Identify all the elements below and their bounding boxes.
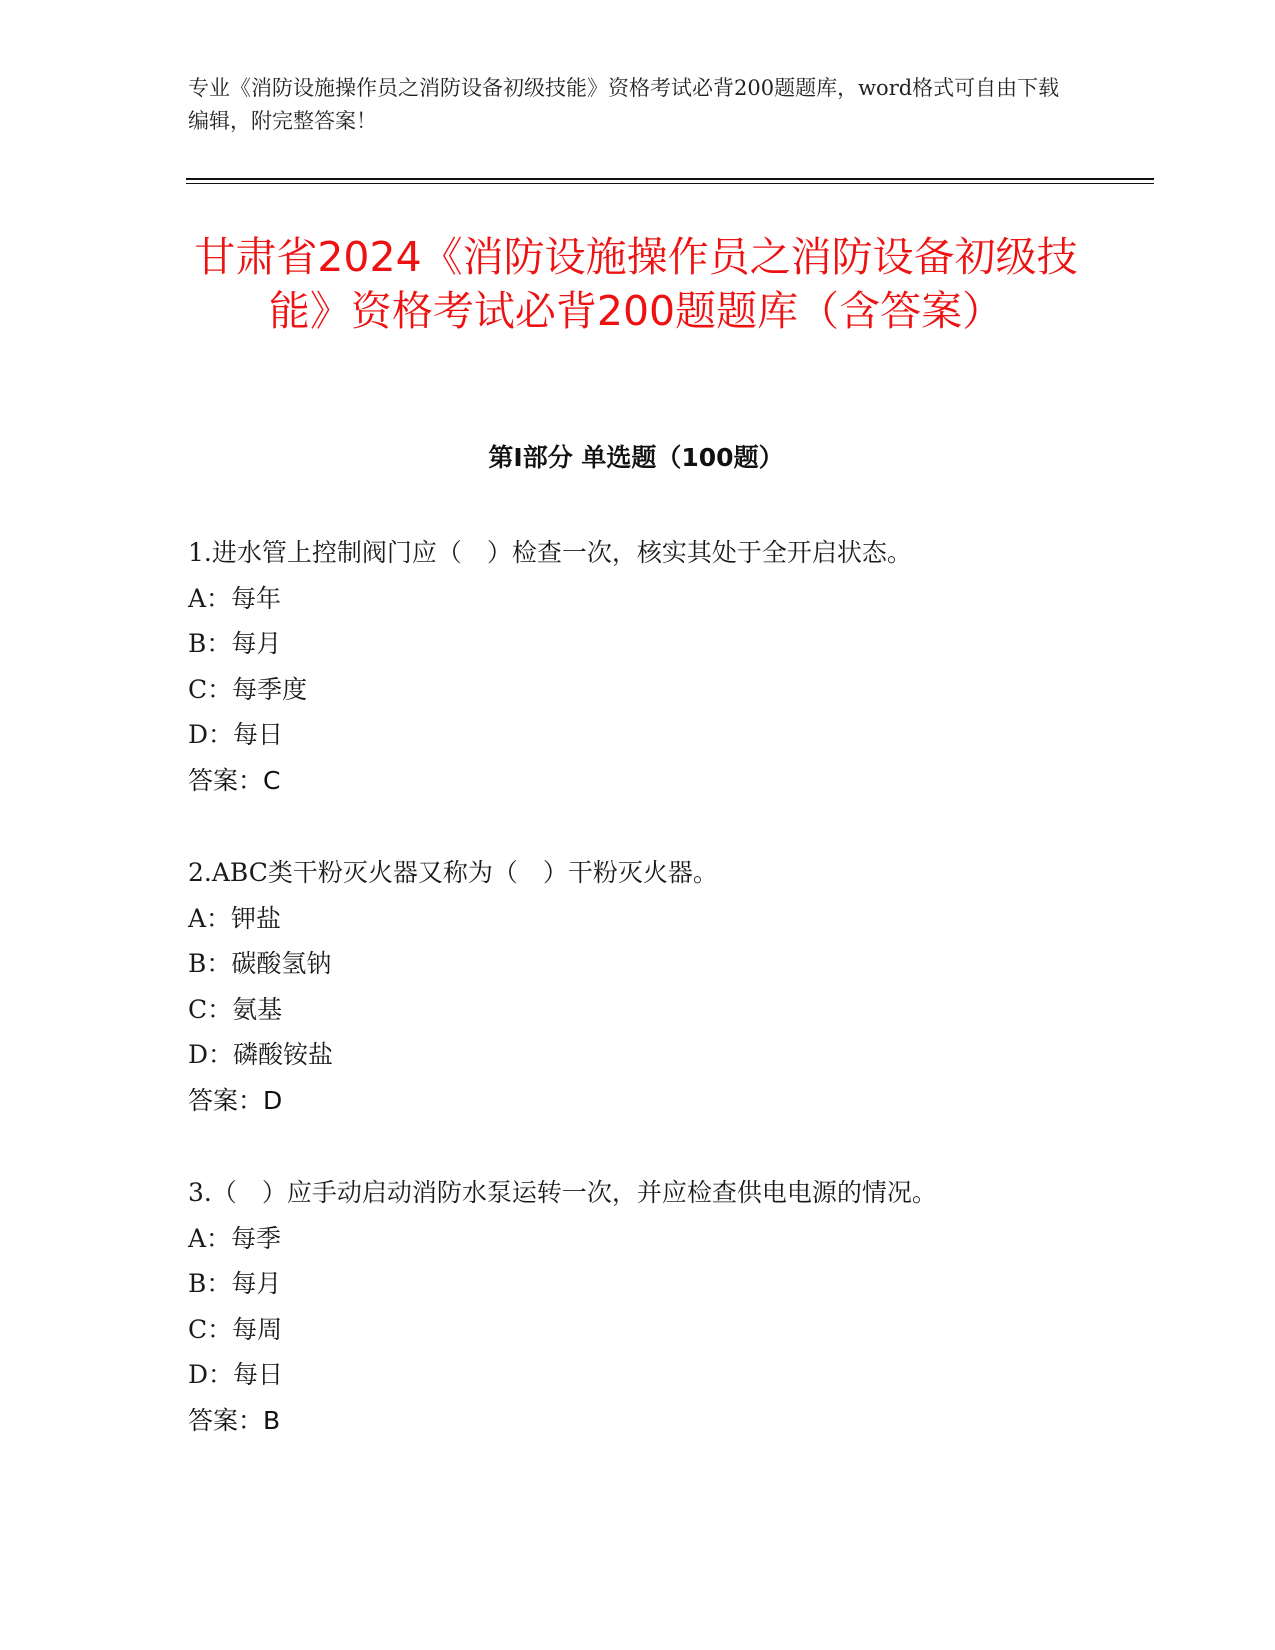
answer-value: C [263, 765, 281, 795]
question-stem: 3.（ ）应手动启动消防水泵运转一次，并应检查供电电源的情况。 [188, 1178, 937, 1207]
option-b: B：每月 [188, 629, 282, 658]
option-d: D：磷酸铵盐 [188, 1040, 334, 1069]
answer-value: D [263, 1085, 283, 1115]
option-d: D：每日 [188, 1360, 284, 1389]
question-list [188, 530, 1088, 1490]
header-note: 专业《消防设施操作员之消防设备初级技能》资格考试必背200题题库，word格式可自由下载编辑，附完整答案！ [188, 76, 1060, 133]
question-stem: 2.ABC类干粉灭火器又称为（ ）干粉灭火器。 [188, 858, 718, 887]
answer-line [188, 1078, 1088, 1124]
answer-label: 答案： [188, 1405, 264, 1435]
question-stem: 1.进水管上控制阀门应（ ）检查一次，核实其处于全开启状态。 [188, 538, 912, 567]
option-c: C：每季度 [188, 674, 308, 704]
option-a: A：每年 [188, 583, 282, 613]
question-1 [188, 530, 1088, 850]
option-b: B：每月 [188, 1269, 282, 1298]
option-a: A：钾盐 [188, 903, 282, 933]
option-b: B：碳酸氢钠 [188, 949, 332, 978]
answer-label: 答案： [188, 1085, 264, 1115]
header-rule-thin [186, 183, 1154, 184]
question-3 [188, 1170, 1088, 1490]
option-a: A：每季 [188, 1223, 282, 1253]
option-c: C：氨基 [188, 994, 283, 1024]
option-d: D：每日 [188, 720, 284, 749]
option-c: C：每周 [188, 1314, 283, 1344]
answer-line [188, 1398, 1088, 1444]
document-title: 甘肃省2024《消防设施操作员之消防设备初级技能》资格考试必背200题题库（含答案） [194, 233, 1078, 335]
header-rule-thick [186, 178, 1154, 180]
answer-value: B [263, 1405, 281, 1435]
section-title: 第I部分 单选题（100题） [488, 443, 784, 472]
question-2 [188, 850, 1088, 1170]
answer-line [188, 758, 1088, 804]
answer-label: 答案： [188, 765, 264, 795]
